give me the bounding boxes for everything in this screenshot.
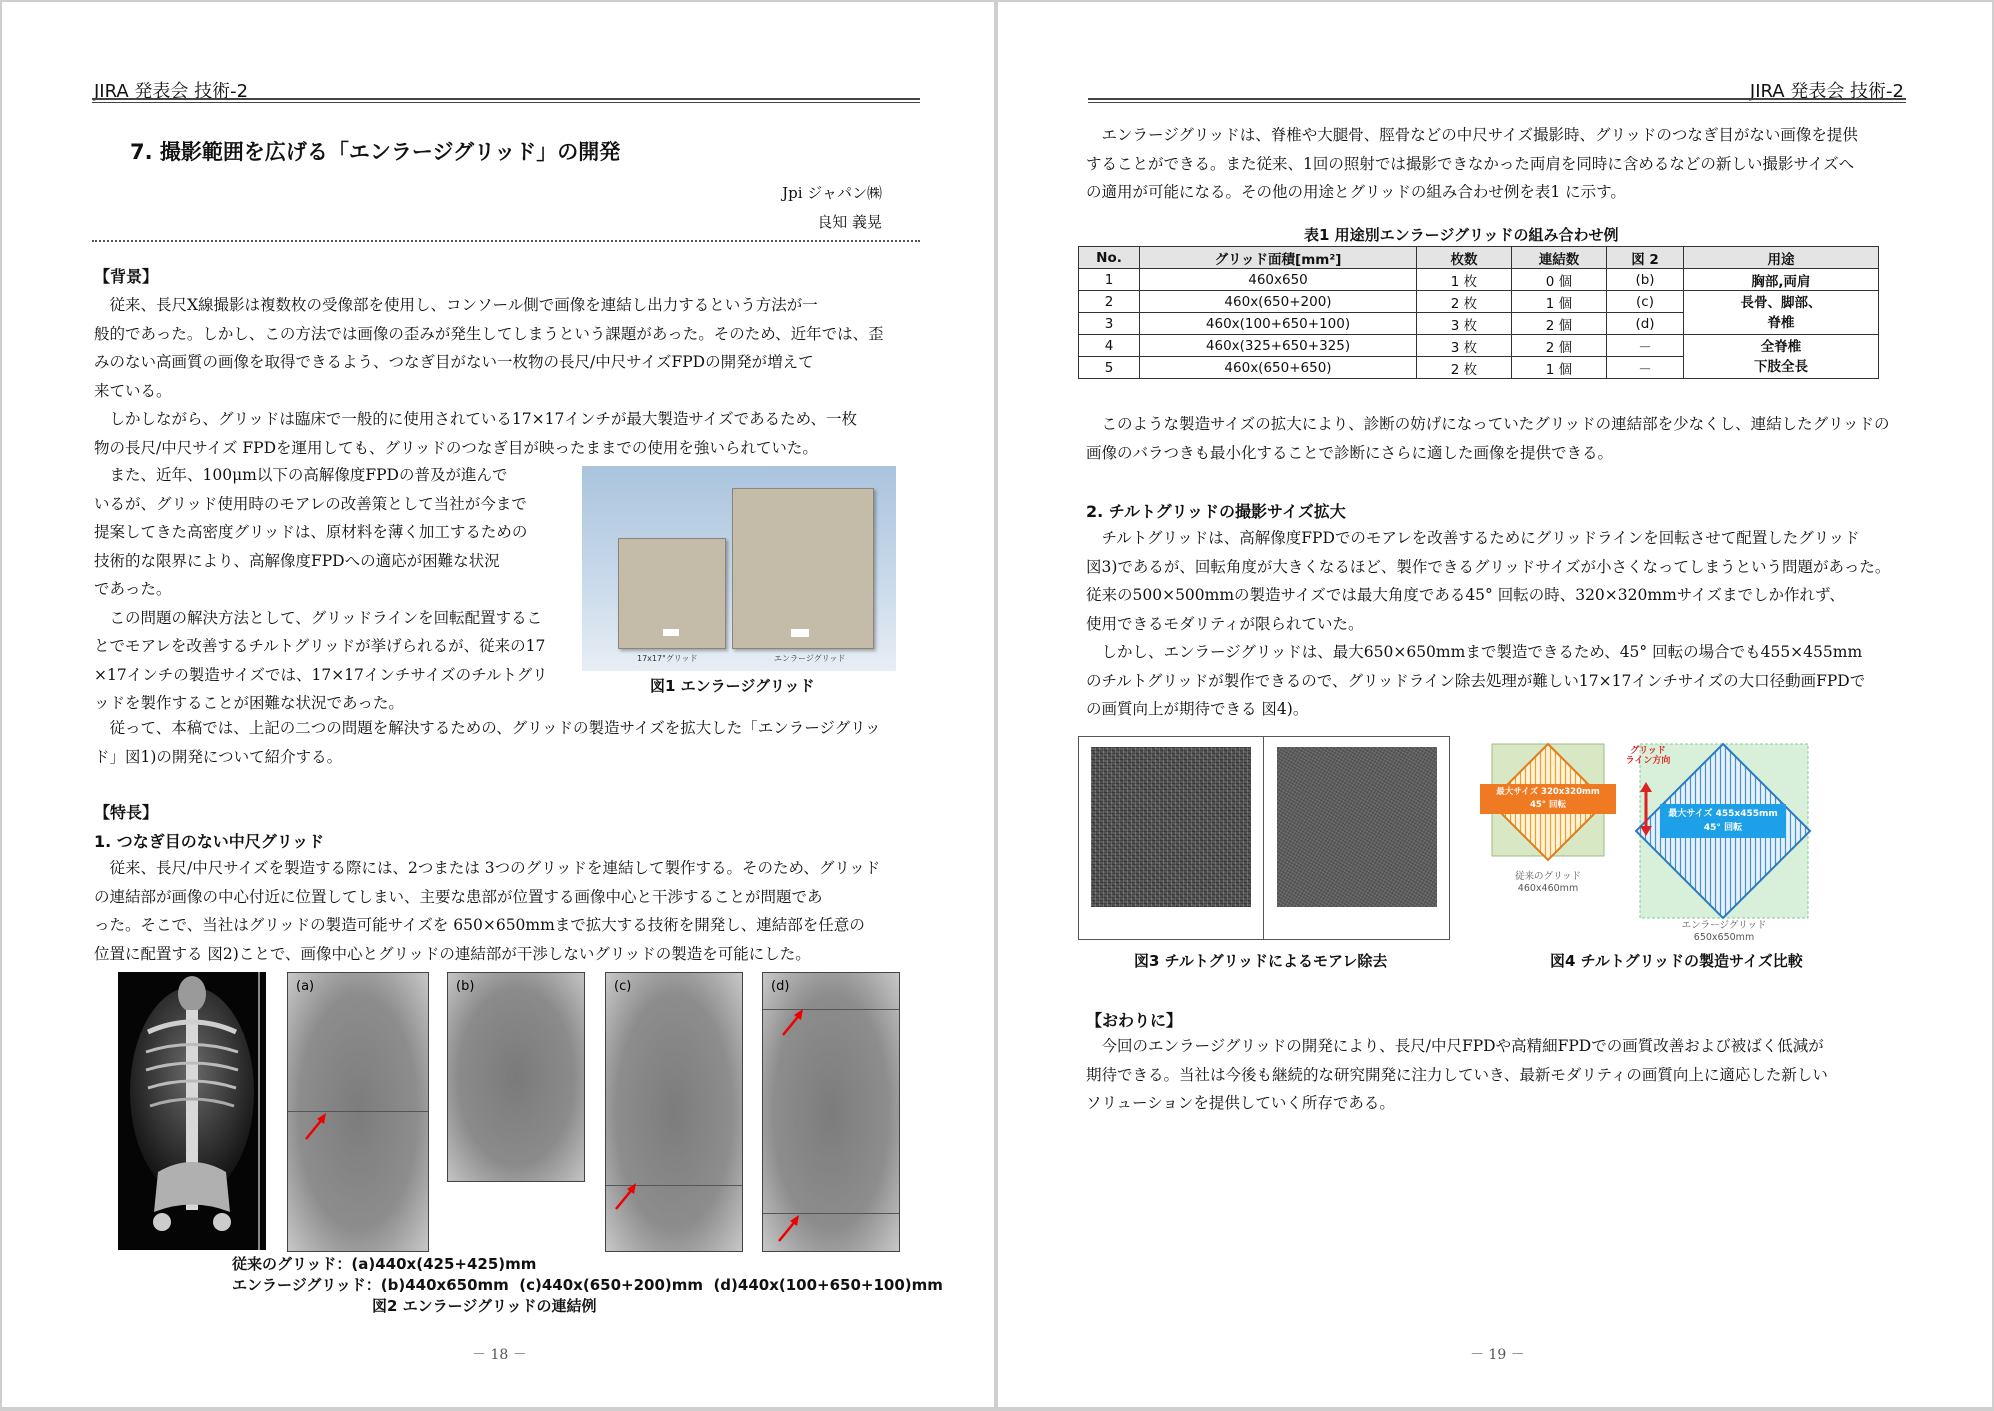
text-line: とでモアレを改善するチルトグリッドが挙げられるが、従来の17 <box>94 637 546 655</box>
table-cell: 1 <box>1079 269 1140 291</box>
grid-d-label: (d) <box>771 979 790 994</box>
conventional-max-size-label <box>1480 786 1616 812</box>
caption-line: 460x460mm <box>1517 883 1579 894</box>
tilt-grid-comparison-diagram <box>1478 734 1908 944</box>
figure-2-caption-enlarge: エンラージグリッド：(b)440x650mm (c)440x(650+200)mm (d)440x(100+650+100)mm <box>232 1276 943 1294</box>
text-line: 従来、長尺/中尺サイズを製造する際には、2つまたは 3つのグリッドを連結して製作する。そのため、グリッド <box>109 859 881 877</box>
text-line: であった。 <box>94 580 172 598</box>
text-line: 図3)であるが、回転角度が大きくなるほど、製作できるグリッドサイズが小さくなってしまうという問題があった。 <box>1086 557 1891 576</box>
text-line: ×17インチの製造サイズでは、17×17インチサイズのチルトグリ <box>94 665 548 684</box>
text-line: 画像のバラつきも最小化することで診断にさらに適した画像を提供できる。 <box>1086 443 1614 462</box>
header-rule <box>92 98 920 103</box>
table-cell-use <box>1684 291 1879 335</box>
text-line: のチルトグリッドが製作できるので、グリッドライン除去処理が難しい17×17インチサイズの大口径動画FPDで <box>1086 671 1866 690</box>
section-conclusion-heading: 【おわりに】 <box>1086 1011 1183 1030</box>
table-cell: 3 <box>1079 313 1140 335</box>
company-name: Jpi ジャパン㈱ <box>782 184 882 202</box>
text-line: することができる。また従来、1回の照射では撮影できなかった両肩を同時に含めるなどの新しい撮影サイズへ <box>1086 154 1855 173</box>
text-line: エンラージグリッドは、脊椎や大腿骨、脛骨などの中尺サイズ撮影時、グリッドのつなぎ目がない画像を提供 <box>1101 126 1858 144</box>
text-line: また、近年、100μm以下の高解像度FPDの普及が進んで <box>109 466 508 484</box>
page-number: － 19 － <box>1470 1347 1525 1363</box>
usage-table <box>1078 246 1879 379</box>
grid-direction-label-line: グリッド <box>1630 746 1666 756</box>
figure-2-caption-conventional: 従来のグリッド：(a)440x(425+425)mm <box>232 1255 537 1273</box>
page-number: － 18 － <box>472 1347 527 1363</box>
text-line: 従来、長尺X線撮影は複数枚の受像部を使用し、コンソール側で画像を連結し出力するという方法が一 <box>109 296 818 314</box>
table-header-cell: 用途 <box>1684 247 1879 269</box>
text-line: この問題の解決方法として、グリッドラインを回転配置するこ <box>109 608 543 627</box>
table-cell: 3 枚 <box>1417 313 1512 335</box>
table-header-cell: 連結数 <box>1512 247 1607 269</box>
enlarge-grid-caption <box>1640 920 1808 944</box>
text-line: このような製造サイズの拡大により、診断の妨げになっていたグリッドの連結部を少なくし、連結したグリッドの <box>1101 415 1890 433</box>
table-cell: 5 <box>1079 357 1140 379</box>
text-line: しかしながら、グリッドは臨床で一般的に使用されている17×17インチが最大製造サイズであるため、一枚 <box>109 410 857 428</box>
text-line: チルトグリッドは、高解像度FPDでのモアレを改善するためにグリッドラインを回転させて配置したグリッド <box>1101 529 1860 547</box>
text-line: の適用が可能になる。その他の用途とグリッドの組み合わせ例を表1 に示す。 <box>1086 183 1626 201</box>
text-line: 従って、本稿では、上記の二つの問題を解決するための、グリッドの製造サイズを拡大した「エンラージグリッ <box>109 719 881 737</box>
moire-sample-after <box>1277 747 1437 907</box>
grid-panel-17x17 <box>618 538 726 649</box>
text-line: ッドを製作することが困難な状況であった。 <box>94 694 404 712</box>
feature-2-paragraph <box>1086 524 1926 724</box>
figure-2-grid-a <box>287 972 429 1252</box>
caption-line: 従来のグリッド <box>1514 871 1582 882</box>
panel-label-sticker <box>663 629 679 636</box>
red-arrow-icon <box>614 1181 640 1211</box>
text-line: みのない高画質の画像を取得できるよう、つなぎ目がない一枚物の長尺/中尺サイズFPDの開発が増えて <box>94 353 814 371</box>
table-cell: 460x(650+200) <box>1140 291 1417 313</box>
feature-1-heading: 1. つなぎ目のない中尺グリッド <box>94 832 325 851</box>
fig1-label-enlarge: エンラージグリッド <box>774 654 846 663</box>
figure-2-grid-b <box>447 972 585 1182</box>
max-size-line: 最大サイズ 455x455mm <box>1668 809 1778 819</box>
table-header-cell: 枚数 <box>1417 247 1512 269</box>
grid-direction-label <box>1625 746 1671 766</box>
text-line: ソリューションを提供していく所存である。 <box>1086 1094 1395 1112</box>
xray-spine-illustration <box>118 972 266 1250</box>
table-cell: 2 枚 <box>1417 357 1512 379</box>
text-line: 般的であった。しかし、この方法では画像の歪みが発生してしまうという課題があった。そのため、近年では、歪 <box>94 324 884 343</box>
red-arrow-icon <box>781 1007 807 1037</box>
red-arrow-icon <box>777 1213 803 1243</box>
text-line: 提案してきた高密度グリッドは、原材料を薄く加工するための <box>94 523 528 541</box>
table-cell: 1 個 <box>1512 357 1607 379</box>
text-line: いるが、グリッド使用時のモアレの改善策として当社が今まで <box>94 494 527 513</box>
enlarge-max-size-label <box>1660 807 1786 835</box>
table-cell-use-line: 長骨、脚部、 <box>1740 294 1822 311</box>
table-caption: 表1 用途別エンラージグリッドの組み合わせ例 <box>1304 226 1619 244</box>
table-cell-use-line: 全脊椎 <box>1760 338 1802 355</box>
intro-paragraph <box>1086 121 1926 207</box>
text-line: 期待できる。当社は今後も継続的な研究開発に注力していき、最新モダリティの画質向上に適応した新しい <box>1086 1065 1828 1084</box>
text-line: 技術的な限界により、高解像度FPDへの適応が困難な状況 <box>94 551 500 570</box>
table-cell: 4 <box>1079 335 1140 357</box>
table-cell: 0 個 <box>1512 269 1607 291</box>
table-cell: 460x(100+650+100) <box>1140 313 1417 335</box>
table-cell: 1 個 <box>1512 291 1607 313</box>
caption-line: エンラージグリッド <box>1681 920 1767 931</box>
grid-panel-enlarge <box>732 488 874 649</box>
page-left <box>2 2 994 1407</box>
table-cell: 460x650 <box>1140 269 1417 291</box>
text-line: 使用できるモダリティが限られていた。 <box>1086 614 1364 633</box>
table-cell: － <box>1607 335 1684 357</box>
text-line: 来ている。 <box>94 381 172 400</box>
moire-sample-before <box>1091 747 1251 907</box>
feature-1-paragraph <box>94 854 934 968</box>
conventional-grid-caption <box>1492 871 1604 895</box>
grid-a-label: (a) <box>296 979 315 994</box>
figure-3-divider <box>1263 737 1264 939</box>
text-line: ド」図1)の開発について紹介する。 <box>94 747 343 766</box>
table-cell: 2 個 <box>1512 313 1607 335</box>
table-row <box>1079 291 1879 313</box>
red-arrow-icon <box>304 1111 330 1141</box>
table-cell: 3 枚 <box>1417 335 1512 357</box>
page-header: JIRA 発表会 技術-2 <box>94 81 249 102</box>
table-row <box>1079 269 1879 291</box>
table-cell: 2 <box>1079 291 1140 313</box>
article-title: 7. 撮影範囲を広げる「エンラージグリッド」の開発 <box>130 140 621 164</box>
figure-3-image <box>1078 736 1450 940</box>
table-header-cell: グリッド面積[mm²] <box>1140 247 1417 269</box>
table-cell: 2 個 <box>1512 335 1607 357</box>
grid-direction-label-line: ライン方向 <box>1625 756 1671 766</box>
figure-1-caption: 図1 エンラージグリッド <box>650 677 815 695</box>
background-paragraph <box>94 291 934 462</box>
figure-4-image <box>1478 734 1908 944</box>
text-line: しかし、エンラージグリッドは、最大650×650mmまで製造できるため、45° 回転の場合でも455×455mm <box>1101 643 1863 661</box>
page-header: JIRA 発表会 技術-2 <box>1749 81 1904 102</box>
figure-2-xray-image <box>118 972 266 1250</box>
figure-3-caption: 図3 チルトグリッドによるモアレ除去 <box>1134 952 1388 970</box>
rotation-line: 45° 回転 <box>1529 800 1567 810</box>
text-line: 従来の500×500mmの製造サイズでは最大角度である45° 回転の時、320×320mmサイズまでしか作れず、 <box>1086 586 1845 604</box>
table-cell-use-line: 脊椎 <box>1767 314 1795 331</box>
table-cell-use <box>1684 335 1879 379</box>
header-rule <box>1088 98 1906 103</box>
text-line: の画質向上が期待できる 図4)。 <box>1086 700 1309 718</box>
table-header-row <box>1079 247 1879 269</box>
table-header-cell: 図 2 <box>1607 247 1684 269</box>
grid-b-label: (b) <box>456 979 475 994</box>
table-cell: － <box>1607 357 1684 379</box>
table-cell: (d) <box>1607 313 1684 335</box>
caption-line: 650x650mm <box>1693 932 1755 943</box>
rotation-line: 45° 回転 <box>1703 823 1743 833</box>
author-name: 良知 義晃 <box>817 213 882 231</box>
table-cell-use-line: 下肢全長 <box>1754 358 1808 375</box>
background-conclusion <box>94 714 934 771</box>
table-row <box>1079 335 1879 357</box>
page-right <box>998 2 1992 1407</box>
text-line: った。そこで、当社はグリッドの製造可能サイズを 650×650mmまで拡大する技術を開発し、連結部を任意の <box>94 916 865 934</box>
text-line: 物の長尺/中尺サイズ FPDを運用しても、グリッドのつなぎ目が映ったままでの使用を強いられていた。 <box>94 438 818 457</box>
max-size-line: 最大サイズ 320x320mm <box>1496 787 1600 797</box>
section-features-heading: 【特長】 <box>94 803 159 822</box>
table-cell: 460x(325+650+325) <box>1140 335 1417 357</box>
panel-label-sticker <box>791 629 809 637</box>
text-line: 今回のエンラージグリッドの開発により、長尺/中尺FPDや高精細FPDでの画質改善および被ばく低減が <box>1101 1037 1824 1055</box>
figure-1-image <box>582 466 896 671</box>
table-header-cell: No. <box>1079 247 1140 269</box>
figure-2-caption: 図2 エンラージグリッドの連結例 <box>372 1297 597 1315</box>
table-cell: (b) <box>1607 269 1684 291</box>
table-cell: 460x(650+650) <box>1140 357 1417 379</box>
text-line: の連結部が画像の中心付近に位置してしまい、主要な患部が位置する画像中心と干渉することが問題であ <box>94 887 823 906</box>
figure-4-caption: 図4 チルトグリッドの製造サイズ比較 <box>1550 952 1803 970</box>
conclusion-paragraph <box>1086 1032 1926 1118</box>
grid-c-label: (c) <box>614 979 632 994</box>
table-cell: 1 枚 <box>1417 269 1512 291</box>
table-cell: 2 枚 <box>1417 291 1512 313</box>
figure-2-grid-d <box>762 972 900 1252</box>
text-line: 位置に配置する 図2)ことで、画像中心とグリッドの連結部が干渉しないグリッドの製造を可能にした。 <box>94 944 811 963</box>
fig1-label-17x17: 17x17"グリッド <box>637 654 698 663</box>
title-divider <box>92 240 920 242</box>
section-background-heading: 【背景】 <box>94 267 159 286</box>
table-cell: (c) <box>1607 291 1684 313</box>
after-table-paragraph <box>1086 410 1926 467</box>
feature-2-heading: 2. チルトグリッドの撮影サイズ拡大 <box>1086 502 1346 521</box>
figure-2-grid-c <box>605 972 743 1252</box>
table-cell-use: 胸部,両肩 <box>1684 269 1879 291</box>
background-paragraph-narrow <box>94 461 564 718</box>
